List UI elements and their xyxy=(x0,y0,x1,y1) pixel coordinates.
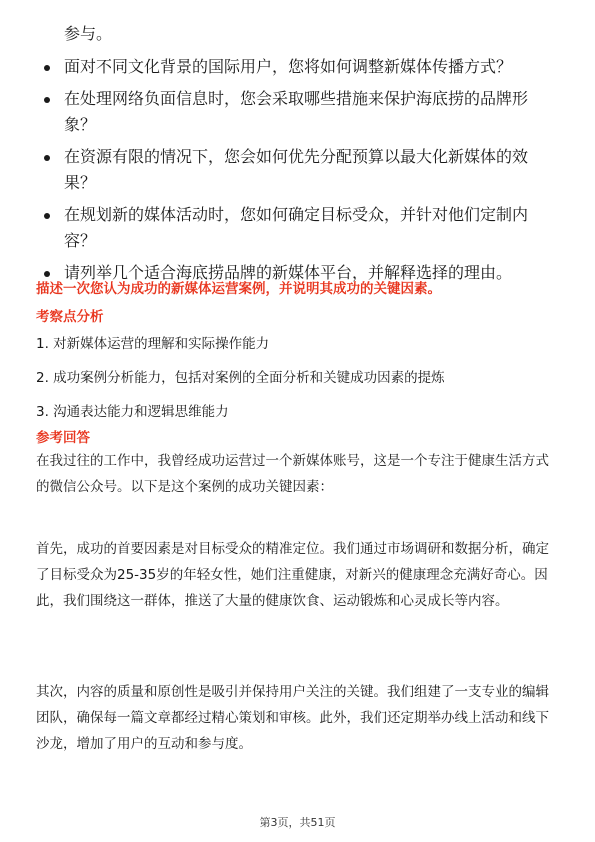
analysis-point: 1. 对新媒体运营的理解和实际操作能力 xyxy=(36,336,270,352)
bullet-icon xyxy=(44,155,50,161)
list-item: 在处理网络负面信息时，您会采取哪些措施来保护海底捞的品牌形象？ xyxy=(38,86,558,138)
list-item: 请列举几个适合海底捞品牌的新媒体平台，并解释选择的理由。 xyxy=(38,260,558,286)
list-item: 面对不同文化背景的国际用户，您将如何调整新媒体传播方式？ xyxy=(38,54,558,80)
question-list xyxy=(38,54,558,292)
list-item: 在规划新的媒体活动时，您如何确定目标受众，并针对他们定制内容？ xyxy=(38,202,558,254)
answer-paragraph: 在我过往的工作中，我曾经成功运营过一个新媒体账号，这是一个专注于健康生活方式的微信公众号。以下是这个案例的成功关键因素： xyxy=(36,453,549,495)
answer-heading: 参考回答 xyxy=(36,430,90,446)
answer-paragraph: 其次，内容的质量和原创性是吸引并保持用户关注的关键。我们组建了一支专业的编辑团队，确保每一篇文章都经过精心策划和审核。此外，我们还定期举办线上活动和线下沙龙，增加了用户的互动和参与度。 xyxy=(36,684,549,752)
bullet-icon xyxy=(44,271,50,277)
continuation-text: 参与。 xyxy=(64,24,113,43)
analysis-heading: 考察点分析 xyxy=(36,309,104,325)
analysis-points xyxy=(36,334,445,436)
analysis-point: 2. 成功案例分析能力，包括对案例的全面分析和关键成功因素的提炼 xyxy=(36,370,445,386)
answer-paragraph: 首先，成功的首要因素是对目标受众的精准定位。我们通过市场调研和数据分析，确定了目标受众为25-35岁的年轻女性，她们注重健康，对新兴的健康理念充满好奇心。因此，我们围绕这一群体，推送了大量的健康饮食、运动锻炼和心灵成长等内容。 xyxy=(36,541,549,609)
page-number: 第3页，共51页 xyxy=(259,816,336,829)
bullet-icon xyxy=(44,213,50,219)
analysis-point: 3. 沟通表达能力和逻辑思维能力 xyxy=(36,404,229,420)
bullet-icon xyxy=(44,65,50,71)
bullet-icon xyxy=(44,97,50,103)
question-heading: 描述一次您认为成功的新媒体运营案例，并说明其成功的关键因素。 xyxy=(36,281,441,297)
list-item: 在资源有限的情况下，您会如何优先分配预算以最大化新媒体的效果？ xyxy=(38,144,558,196)
